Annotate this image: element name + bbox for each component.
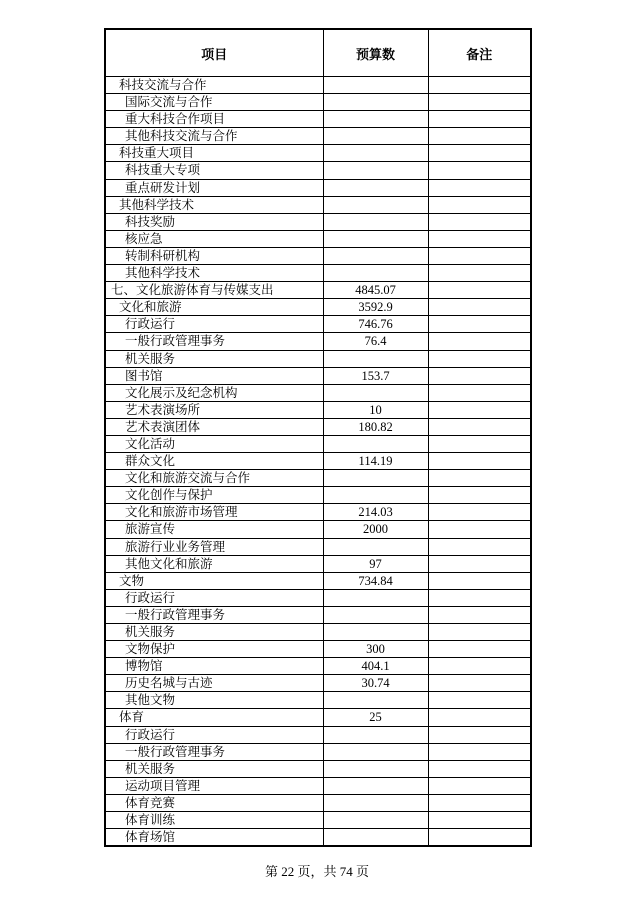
item-cell: 其他文物 [105, 692, 323, 709]
item-cell: 七、文化旅游体育与传媒支出 [105, 282, 323, 299]
table-row [105, 675, 531, 692]
note-cell [428, 435, 531, 452]
budget-cell [323, 384, 428, 401]
note-cell [428, 555, 531, 572]
table-row [105, 94, 531, 111]
table-row [105, 282, 531, 299]
note-cell [428, 504, 531, 521]
note-cell [428, 128, 531, 145]
budget-cell [323, 829, 428, 847]
budget-cell [323, 812, 428, 829]
item-cell: 运动项目管理 [105, 777, 323, 794]
note-cell [428, 487, 531, 504]
item-cell: 文化创作与保护 [105, 487, 323, 504]
budget-cell: 10 [323, 401, 428, 418]
note-cell [428, 521, 531, 538]
table-row [105, 606, 531, 623]
budget-cell [323, 606, 428, 623]
item-cell: 一般行政管理事务 [105, 606, 323, 623]
page-number-footer: 第 22 页，共 74 页 [264, 864, 369, 879]
table-row [105, 230, 531, 247]
table-row [105, 777, 531, 794]
budget-cell [323, 692, 428, 709]
note-cell [428, 196, 531, 213]
item-cell: 博物馆 [105, 658, 323, 675]
note-cell [428, 624, 531, 641]
table-row [105, 128, 531, 145]
budget-cell [323, 111, 428, 128]
budget-cell: 25 [323, 709, 428, 726]
budget-cell [323, 179, 428, 196]
table-row [105, 726, 531, 743]
table-row [105, 401, 531, 418]
item-cell: 科技重大项目 [105, 145, 323, 162]
item-cell: 文化活动 [105, 435, 323, 452]
budget-cell: 214.03 [323, 504, 428, 521]
item-cell: 体育 [105, 709, 323, 726]
table-row [105, 504, 531, 521]
budget-cell: 114.19 [323, 453, 428, 470]
item-cell: 图书馆 [105, 367, 323, 384]
table-row [105, 316, 531, 333]
table-row [105, 794, 531, 811]
item-cell: 机关服务 [105, 624, 323, 641]
budget-cell: 76.4 [323, 333, 428, 350]
budget-cell [323, 162, 428, 179]
table-row [105, 589, 531, 606]
budget-table [104, 28, 532, 847]
table-row [105, 658, 531, 675]
note-cell [428, 453, 531, 470]
item-cell: 科技交流与合作 [105, 77, 323, 94]
note-cell [428, 384, 531, 401]
item-cell: 旅游行业业务管理 [105, 538, 323, 555]
table-row [105, 555, 531, 572]
item-cell: 艺术表演团体 [105, 418, 323, 435]
table-row [105, 435, 531, 452]
item-cell: 其他科学技术 [105, 265, 323, 282]
note-cell [428, 213, 531, 230]
table-row [105, 333, 531, 350]
table-header-row [105, 29, 531, 77]
table-row [105, 812, 531, 829]
item-cell: 体育场馆 [105, 829, 323, 847]
budget-cell [323, 743, 428, 760]
item-cell: 文化和旅游交流与合作 [105, 470, 323, 487]
table-row [105, 162, 531, 179]
budget-cell: 180.82 [323, 418, 428, 435]
budget-cell: 153.7 [323, 367, 428, 384]
table-row [105, 265, 531, 282]
column-header-item: 项目 [105, 29, 323, 77]
item-cell: 科技重大专项 [105, 162, 323, 179]
note-cell [428, 111, 531, 128]
budget-cell: 404.1 [323, 658, 428, 675]
budget-cell [323, 470, 428, 487]
column-header-budget: 预算数 [323, 29, 428, 77]
note-cell [428, 333, 531, 350]
item-cell: 机关服务 [105, 760, 323, 777]
note-cell [428, 812, 531, 829]
item-cell: 机关服务 [105, 350, 323, 367]
table-row [105, 384, 531, 401]
budget-cell [323, 145, 428, 162]
note-cell [428, 401, 531, 418]
item-cell: 体育训练 [105, 812, 323, 829]
budget-cell: 97 [323, 555, 428, 572]
note-cell [428, 777, 531, 794]
budget-cell [323, 794, 428, 811]
item-cell: 一般行政管理事务 [105, 333, 323, 350]
item-cell: 其他文化和旅游 [105, 555, 323, 572]
budget-cell: 746.76 [323, 316, 428, 333]
item-cell: 转制科研机构 [105, 247, 323, 264]
note-cell [428, 316, 531, 333]
table-row [105, 213, 531, 230]
note-cell [428, 470, 531, 487]
note-cell [428, 692, 531, 709]
budget-cell [323, 230, 428, 247]
budget-cell [323, 350, 428, 367]
budget-cell [323, 213, 428, 230]
table-row [105, 692, 531, 709]
note-cell [428, 726, 531, 743]
note-cell [428, 794, 531, 811]
note-cell [428, 94, 531, 111]
column-header-note: 备注 [428, 29, 531, 77]
table-row [105, 624, 531, 641]
item-cell: 群众文化 [105, 453, 323, 470]
note-cell [428, 538, 531, 555]
budget-cell [323, 760, 428, 777]
table-row [105, 179, 531, 196]
table-row [105, 418, 531, 435]
budget-cell [323, 128, 428, 145]
table-row [105, 487, 531, 504]
item-cell: 重点研发计划 [105, 179, 323, 196]
budget-cell [323, 538, 428, 555]
item-cell: 科技奖励 [105, 213, 323, 230]
note-cell [428, 589, 531, 606]
note-cell [428, 829, 531, 847]
item-cell: 其他科学技术 [105, 196, 323, 213]
item-cell: 文物保护 [105, 641, 323, 658]
table-row [105, 367, 531, 384]
note-cell [428, 641, 531, 658]
item-cell: 旅游宣传 [105, 521, 323, 538]
budget-cell [323, 487, 428, 504]
item-cell: 文化和旅游 [105, 299, 323, 316]
note-cell [428, 658, 531, 675]
table-row [105, 470, 531, 487]
budget-cell [323, 265, 428, 282]
item-cell: 核应急 [105, 230, 323, 247]
item-cell: 艺术表演场所 [105, 401, 323, 418]
note-cell [428, 77, 531, 94]
note-cell [428, 145, 531, 162]
table-row [105, 709, 531, 726]
budget-cell [323, 777, 428, 794]
item-cell: 体育竞赛 [105, 794, 323, 811]
budget-cell [323, 624, 428, 641]
item-cell: 行政运行 [105, 589, 323, 606]
table-row [105, 196, 531, 213]
item-cell: 重大科技合作项目 [105, 111, 323, 128]
item-cell: 行政运行 [105, 726, 323, 743]
table-row [105, 77, 531, 94]
budget-cell: 3592.9 [323, 299, 428, 316]
budget-cell [323, 196, 428, 213]
note-cell [428, 247, 531, 264]
note-cell [428, 572, 531, 589]
table-row [105, 350, 531, 367]
budget-cell: 30.74 [323, 675, 428, 692]
item-cell: 历史名城与古迹 [105, 675, 323, 692]
note-cell [428, 760, 531, 777]
table-row [105, 538, 531, 555]
note-cell [428, 606, 531, 623]
note-cell [428, 230, 531, 247]
table-row [105, 453, 531, 470]
table-row [105, 743, 531, 760]
note-cell [428, 709, 531, 726]
note-cell [428, 367, 531, 384]
budget-cell [323, 589, 428, 606]
item-cell: 文化和旅游市场管理 [105, 504, 323, 521]
note-cell [428, 179, 531, 196]
budget-cell [323, 726, 428, 743]
note-cell [428, 675, 531, 692]
item-cell: 文化展示及纪念机构 [105, 384, 323, 401]
budget-cell: 4845.07 [323, 282, 428, 299]
table-row [105, 299, 531, 316]
budget-cell: 300 [323, 641, 428, 658]
note-cell [428, 350, 531, 367]
note-cell [428, 299, 531, 316]
table-row [105, 247, 531, 264]
item-cell: 行政运行 [105, 316, 323, 333]
item-cell: 国际交流与合作 [105, 94, 323, 111]
item-cell: 其他科技交流与合作 [105, 128, 323, 145]
note-cell [428, 282, 531, 299]
budget-cell: 2000 [323, 521, 428, 538]
table-row [105, 145, 531, 162]
table-row [105, 111, 531, 128]
note-cell [428, 265, 531, 282]
note-cell [428, 162, 531, 179]
item-cell: 文物 [105, 572, 323, 589]
table-row [105, 572, 531, 589]
table-row [105, 641, 531, 658]
table-row [105, 760, 531, 777]
budget-cell: 734.84 [323, 572, 428, 589]
budget-cell [323, 77, 428, 94]
note-cell [428, 743, 531, 760]
budget-cell [323, 435, 428, 452]
table-row [105, 829, 531, 847]
item-cell: 一般行政管理事务 [105, 743, 323, 760]
table-row [105, 521, 531, 538]
budget-cell [323, 247, 428, 264]
budget-cell [323, 94, 428, 111]
note-cell [428, 418, 531, 435]
